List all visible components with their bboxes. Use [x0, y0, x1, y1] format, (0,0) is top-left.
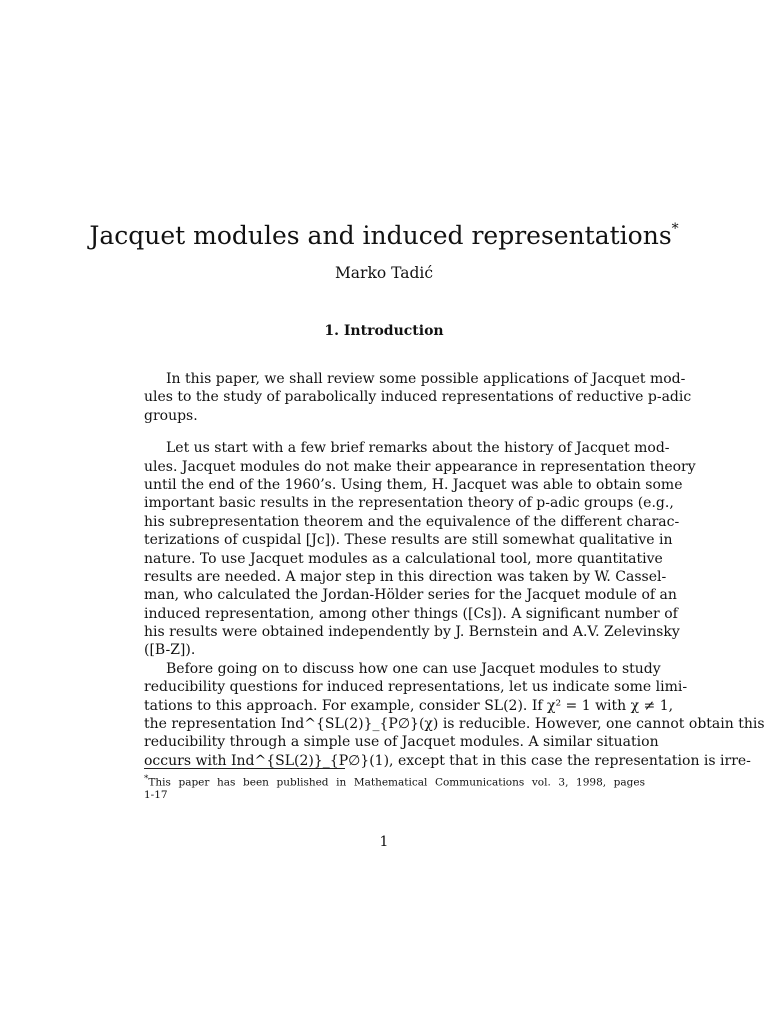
- paragraph-3-line: tations to this approach. For example, consider SL(2). If χ² = 1 with χ ≠ 1,: [144, 697, 674, 714]
- footnote: [144, 772, 645, 803]
- page-number: 1: [379, 834, 389, 850]
- paragraph-2-line: Let us start with a few brief remarks about the history of Jacquet mod-: [166, 440, 670, 457]
- paragraph-1-line: groups.: [144, 407, 198, 424]
- paragraph-2-line: man, who calculated the Jordan-Hölder series for the Jacquet module of an: [144, 587, 677, 604]
- paper-title: [0, 212, 768, 253]
- footnote-line: [144, 772, 645, 788]
- paragraph-2: [144, 439, 696, 660]
- title-footnote-mark: *: [671, 221, 679, 237]
- paragraph-3-line: occurs with Ind^{SL(2)}_{P∅}(1), except that in this case the representation is irre-: [144, 752, 751, 769]
- paragraph-1: [144, 370, 692, 425]
- paragraph-2-line: ules. Jacquet modules do not make their appearance in representation theory: [144, 458, 696, 475]
- paragraph-2-line: terizations of cuspidal [Jc]). These results are still somewhat qualitative in: [144, 532, 673, 549]
- paragraph-3: [144, 660, 765, 770]
- paragraph-2-line: nature. To use Jacquet modules as a calculational tool, more quantitative: [144, 550, 663, 567]
- paragraph-3-line: the representation Ind^{SL(2)}_{P∅}(χ) is reducible. However, one cannot obtain this: [144, 716, 765, 733]
- paragraph-1-line: In this paper, we shall review some possible applications of Jacquet mod-: [166, 371, 686, 387]
- section-heading: 1. Introduction: [324, 323, 444, 339]
- footnote-rule: [144, 768, 345, 769]
- paragraph-3-line: reducibility through a simple use of Jacquet modules. A similar situation: [144, 734, 659, 751]
- paragraph-2-line: ([B-Z]).: [144, 642, 196, 659]
- paragraph-2-line: induced representation, among other things ([Cs]). A significant number of: [144, 605, 678, 622]
- paragraph-2-line: important basic results in the representation theory of p-adic groups (e.g.,: [144, 495, 674, 512]
- paper-title-text: Jacquet modules and induced representations: [89, 221, 672, 250]
- paragraph-1-line: ules to the study of parabolically induced representations of reductive p-adic: [144, 389, 692, 406]
- paragraph-2-line: until the end of the 1960’s. Using them, H. Jacquet was able to obtain some: [144, 476, 683, 493]
- paragraph-2-line: his results were obtained independently by J. Bernstein and A.V. Zelevinsky: [144, 624, 680, 641]
- body-text: [144, 370, 765, 770]
- footnote-line: 1-17: [144, 788, 168, 801]
- paragraph-2-line: results are needed. A major step in this direction was taken by W. Cassel-: [144, 568, 667, 585]
- author-name: Marko Tadić: [334, 264, 434, 282]
- paragraph-2-line: his subrepresentation theorem and the equivalence of the different charac-: [144, 513, 680, 530]
- footnote-text: This paper has been published in Mathematical Communications vol. 3, 1998, pages: [148, 776, 645, 789]
- footnote-mark: *: [144, 774, 149, 784]
- paragraph-3-line: Before going on to discuss how one can use Jacquet modules to study: [166, 660, 661, 677]
- paragraph-3-line: reducibility questions for induced representations, let us indicate some limi-: [144, 679, 688, 696]
